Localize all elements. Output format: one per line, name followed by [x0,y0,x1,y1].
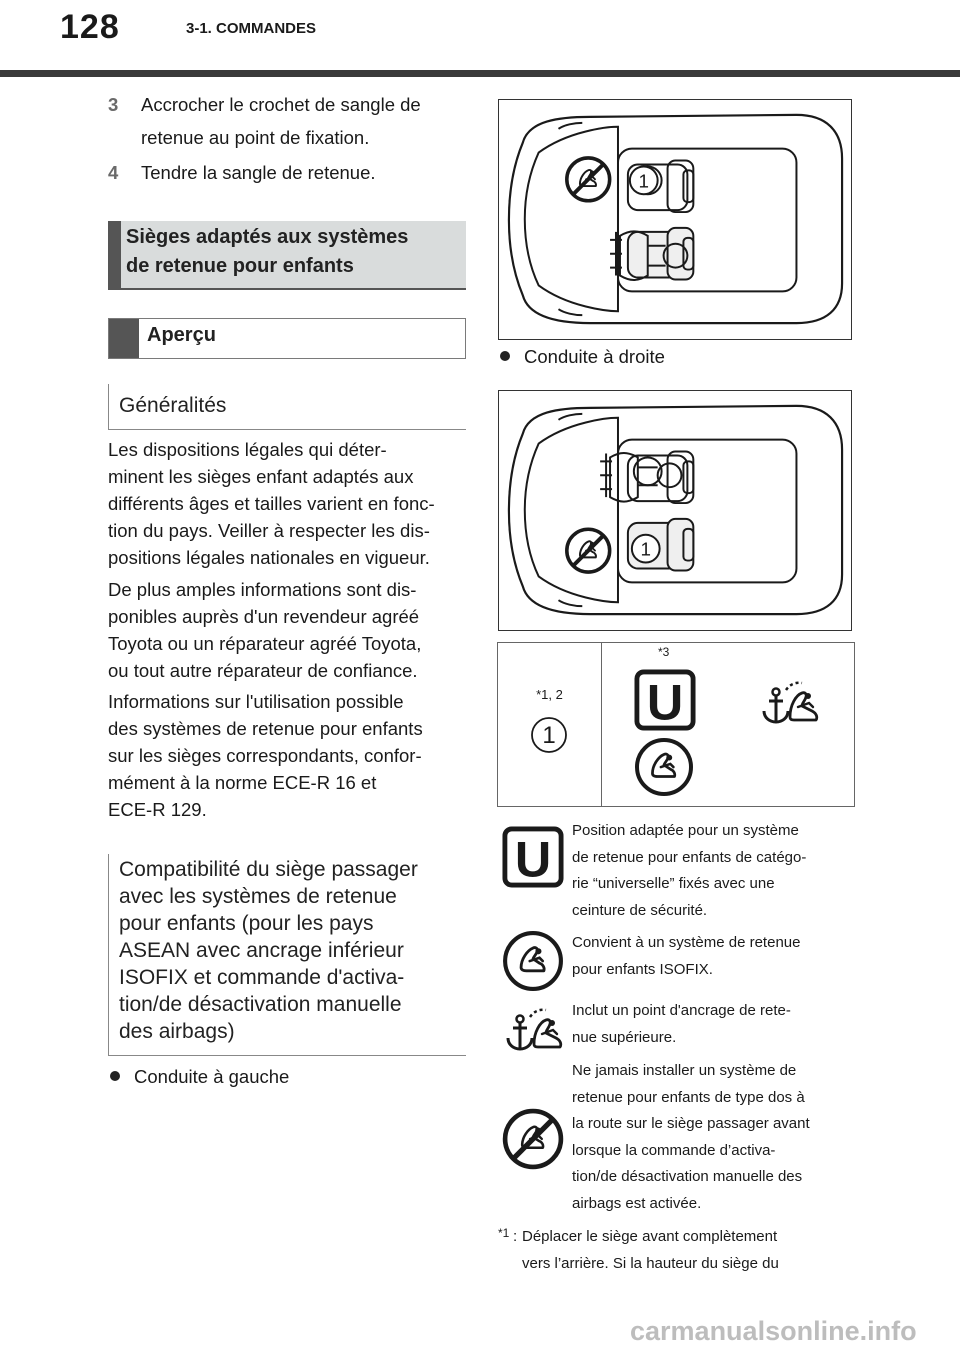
heading-bar [109,319,139,358]
legend-text: Ne jamais installer un système de retenue pour enfants de type dos à la route sur le siège passager avant lorsque la commande d’activa- tion/de désactivation manuelle des airbags est activée. [572,1062,810,1212]
section-header: 3-1. COMMANDES [186,20,317,37]
compat-title: Compatibilité du siège passager avec les systèmes de retenue pour enfants (pour les pays ASEAN avec ancrage inférieur ISOFIX et commande d'activa- tion/de désactivation manuelle des airbags) [119,858,418,1043]
compat-subheading [108,854,466,1056]
seat-number: 1 [640,538,651,560]
footnote-marker: *1 [498,1226,510,1240]
overview-title: Aperçu [147,324,216,346]
header-rule [0,70,960,77]
seat-number-circle [529,715,569,755]
car-diagram-right-drive [498,390,852,631]
general-subheading [108,384,466,430]
step-text: Tendre la sangle de retenue. [141,162,376,183]
col1-note: *1, 2 [536,687,563,702]
paragraph-dealer: De plus amples informations sont dis- ponibles auprès d'un revendeur agréé Toyota ou un réparateur agréé Toyota, ou tout autre réparateur de confiance. [108,579,422,681]
footnote-colon: : [513,1228,518,1245]
svg-text:U: U [514,830,552,888]
isofix-icon [634,737,694,797]
general-title: Généralités [119,394,227,417]
no-rear-facing-icon [502,1108,564,1170]
bullet-right-drive: Conduite à droite [500,346,665,368]
footnote [498,1224,858,1277]
top-tether-icon [756,675,826,725]
heading-bar [108,221,121,288]
step-number: 4 [108,162,119,183]
universal-icon [502,826,564,888]
legend-text: Inclut un point d'ancrage de rete- nue supérieure. [572,1002,791,1046]
universal-icon [634,669,696,731]
col2-note: *3 [658,645,670,659]
seat-number: 1 [638,170,650,192]
page-number: 128 [60,8,120,46]
legend-universal [498,818,858,926]
section-heading [108,221,466,290]
overview-heading [108,318,466,359]
step-number: 3 [108,94,119,115]
bullet-left-drive: Conduite à gauche [110,1066,289,1088]
legend-isofix [498,930,858,994]
svg-text:U: U [646,673,684,731]
legend-top-tether [498,998,858,1058]
top-tether-icon [500,1002,570,1052]
legend-text: Position adaptée pour un système de retenue pour enfants de catégo- rie “universelle” fixés avec une ceinture de sécurité. [572,822,807,919]
table-divider [601,643,602,806]
paragraph-legal: Les dispositions légales qui déter- minent les sièges enfant adaptés aux différents âges et tailles varient en fonc- tion du pays. Veiller à respecter les dis- positions légales nationales en vigueur. [108,439,435,568]
legend-no-rear-facing [498,1058,858,1218]
compatibility-table [497,642,855,807]
step-3 [108,88,468,154]
bullet-dot [110,1071,120,1081]
section-heading-text: Sièges adaptés aux systèmes de retenue pour enfants [126,226,409,277]
seat-number-value: 1 [542,722,556,749]
footnote-text: Déplacer le siège avant complètement vers l’arrière. Si la hauteur du siège du [522,1228,779,1272]
step-text: Accrocher le crochet de sangle de retenue au point de fixation. [141,94,421,148]
legend-text: Convient à un système de retenue pour enfants ISOFIX. [572,934,801,978]
paragraph-standard: Informations sur l'utilisation possible des systèmes de retenue pour enfants sur les sièges correspondants, confor- mément à la norme ECE-R 16 et ECE-R 129. [108,691,423,820]
car-diagram-left-drive [498,99,852,340]
step-4 [108,156,468,189]
watermark: carmanualsonline.info [630,1316,917,1346]
bullet-dot [500,351,510,361]
isofix-icon [502,930,564,992]
